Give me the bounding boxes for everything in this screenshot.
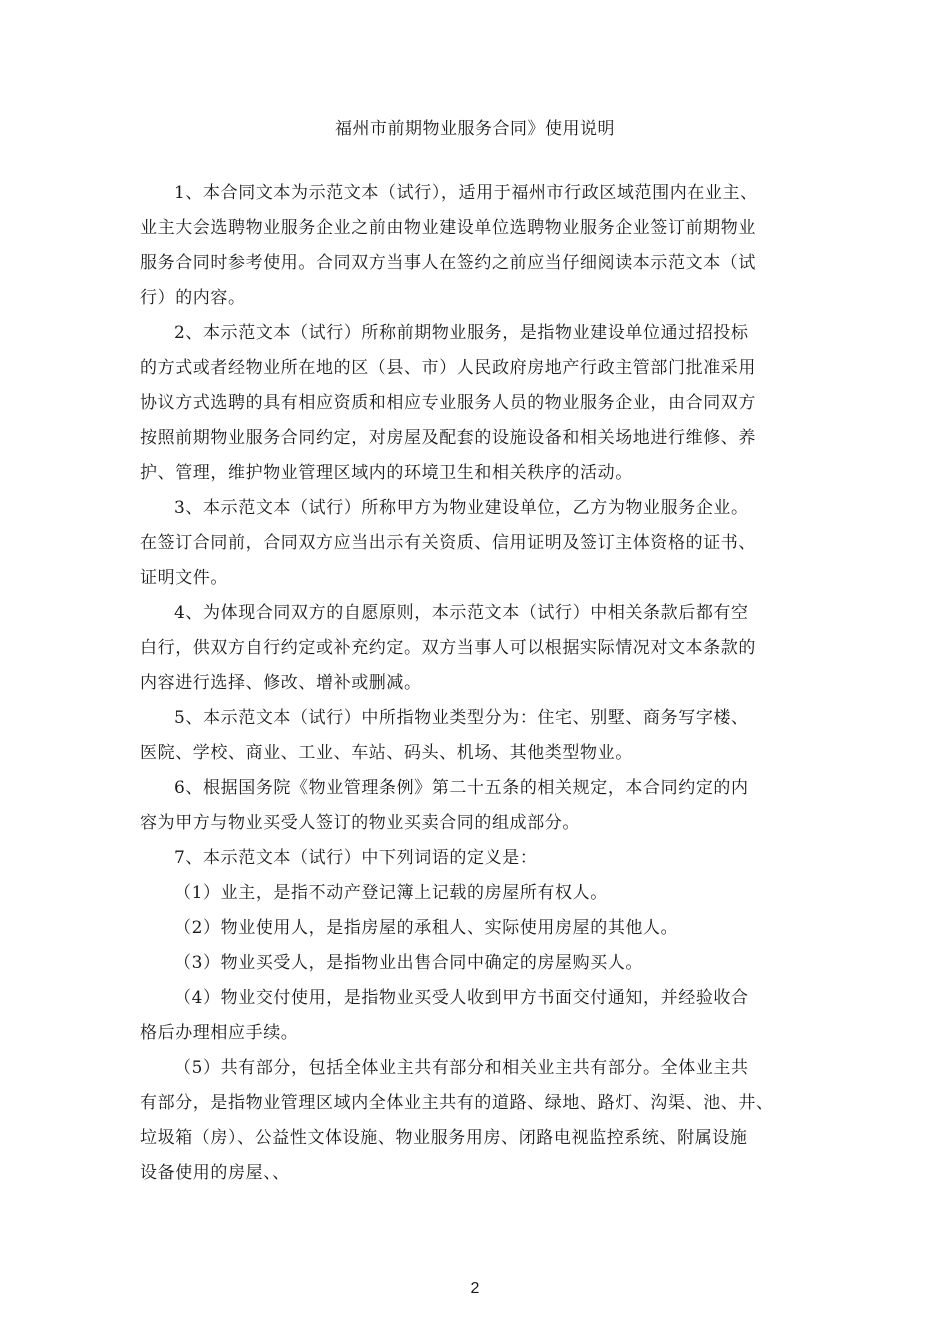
paragraph-line: （5）共有部分，包括全体业主共有部分和相关业主共有部分。全体业主共 bbox=[174, 1058, 749, 1078]
paragraph-line: 1、本合同文本为示范文本（试行），适用于福州市行政区域范围内在业主、 bbox=[174, 183, 758, 203]
paragraph-line: 服务合同时参考使用。合同双方当事人在签约之前应当仔细阅读本示范文本（试 bbox=[140, 253, 756, 273]
paragraph-line: 6、根据国务院《物业管理条例》第二十五条的相关规定，本合同约定的内 bbox=[174, 778, 749, 798]
paragraph-line: 格后办理相应手续。 bbox=[140, 1023, 299, 1043]
paragraph-line: 有部分，是指物业管理区域内全体业主共有的道路、绿地、路灯、沟渠、池、井、 bbox=[140, 1093, 774, 1113]
paragraph-line: 行）的内容。 bbox=[140, 288, 246, 308]
paragraph-1 bbox=[140, 176, 812, 316]
paragraph-line: 医院、学校、商业、工业、车站、码头、机场、其他类型物业。 bbox=[140, 743, 633, 763]
paragraph-line: 容为甲方与物业买受人签订的物业买卖合同的组成部分。 bbox=[140, 813, 580, 833]
paragraph-line: 垃圾箱（房）、公益性文体设施、物业服务用房、闭路电视监控系统、附属设施 bbox=[140, 1128, 748, 1148]
paragraph-line: 白行，供双方自行约定或补充约定。双方当事人可以根据实际情况对文本条款的 bbox=[140, 638, 756, 658]
definition-1 bbox=[140, 876, 812, 911]
paragraph-7 bbox=[140, 841, 812, 876]
paragraph-4 bbox=[140, 596, 812, 701]
paragraph-line: 协议方式选聘的具有相应资质和相应专业服务人员的物业服务企业，由合同双方 bbox=[140, 393, 756, 413]
paragraph-line: 在签订合同前，合同双方应当出示有关资质、信用证明及签订主体资格的证书、 bbox=[140, 533, 756, 553]
paragraph-5 bbox=[140, 701, 812, 771]
document-title: 福州市前期物业服务合同》使用说明 bbox=[335, 119, 615, 139]
paragraph-line: 5、本示范文本（试行）中所指物业类型分为：住宅、别墅、商务写字楼、 bbox=[174, 708, 749, 728]
definition-2 bbox=[140, 911, 812, 946]
paragraph-line: 3、本示范文本（试行）所称甲方为物业建设单位，乙方为物业服务企业。 bbox=[174, 498, 749, 518]
paragraph-line: 的方式或者经物业所在地的区（县、市）人民政府房地产行政主管部门批准采用 bbox=[140, 358, 756, 378]
paragraph-line: （2）物业使用人，是指房屋的承租人、实际使用房屋的其他人。 bbox=[174, 918, 679, 938]
paragraph-2 bbox=[140, 316, 812, 491]
paragraph-6 bbox=[140, 771, 812, 841]
paragraph-line: 7、本示范文本（试行）中下列词语的定义是： bbox=[174, 848, 538, 868]
paragraph-line: 证明文件。 bbox=[140, 568, 228, 588]
paragraph-line: 护、管理，维护物业管理区域内的环境卫生和相关秩序的活动。 bbox=[140, 463, 633, 483]
paragraph-line: 设备使用的房屋、、 bbox=[140, 1163, 290, 1183]
paragraph-line: 内容进行选择、修改、增补或删减。 bbox=[140, 673, 422, 693]
paragraph-line: 4、为体现合同双方的自愿原则，本示范文本（试行）中相关条款后都有空 bbox=[174, 603, 749, 623]
paragraph-3 bbox=[140, 491, 812, 596]
paragraph-line: 2、本示范文本（试行）所称前期物业服务，是指物业建设单位通过招投标 bbox=[174, 323, 749, 343]
paragraph-line: 业主大会选聘物业服务企业之前由物业建设单位选聘物业服务企业签订前期物业 bbox=[140, 218, 756, 238]
page-number: 2 bbox=[470, 1280, 480, 1297]
definition-4 bbox=[140, 981, 812, 1051]
document-body bbox=[140, 176, 812, 1191]
paragraph-line: （3）物业买受人，是指物业出售合同中确定的房屋购买人。 bbox=[174, 953, 644, 973]
definition-3 bbox=[140, 946, 812, 981]
definition-5 bbox=[140, 1051, 812, 1191]
paragraph-line: 按照前期物业服务合同约定，对房屋及配套的设施设备和相关场地进行维修、养 bbox=[140, 428, 756, 448]
paragraph-line: （4）物业交付使用，是指物业买受人收到甲方书面交付通知，并经验收合 bbox=[174, 988, 749, 1008]
paragraph-line: （1）业主，是指不动产登记簿上记载的房屋所有权人。 bbox=[174, 883, 608, 903]
